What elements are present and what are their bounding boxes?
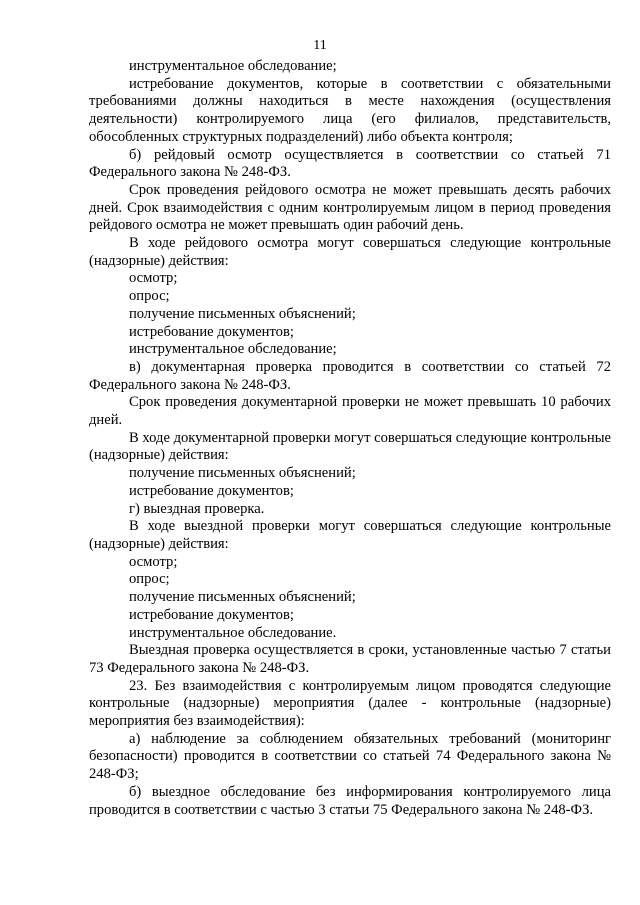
paragraph: В ходе выездной проверки могут совершаться следующие контрольные (надзорные) действия: — [89, 518, 611, 552]
paragraph: Срок проведения документарной проверки не может превышать 10 рабочих дней. — [89, 394, 611, 429]
list-line: инструментальное обследование; — [129, 58, 337, 74]
paragraph: а) наблюдение за соблюдением обязательных требований (мониторинг безопасности) проводится в соответствии со статьей 74 Федерального закона № 248-ФЗ; — [89, 730, 611, 783]
list-line: инструментальное обследование; — [129, 341, 337, 358]
list-line: опрос; — [129, 571, 170, 588]
document-text — [89, 58, 611, 819]
paragraph: б) рейдовый осмотр осуществляется в соответствии со статьей 71 Федерального закона № 248-ФЗ. — [89, 146, 611, 181]
list-line: истребование документов; — [129, 606, 294, 623]
list-line: инструментальное обследование. — [129, 624, 337, 641]
paragraph: В ходе рейдового осмотра могут совершаться следующие контрольные (надзорные) действия: — [89, 235, 611, 269]
list-line: получение письменных объяснений; — [129, 465, 356, 482]
list-line: истребование документов; — [129, 323, 294, 340]
paragraph: В ходе документарной проверки могут совершаться следующие контрольные (надзорные) действия: — [89, 429, 611, 464]
list-line: осмотр; — [129, 553, 178, 570]
paragraph: истребование документов, которые в соответствии с обязательными требованиями должны находиться в месте нахождения (осуществления деятельности) контролируемого лица (его филиалов, представительств, обособленных структурных подразделений) либо объекта контроля; — [89, 75, 611, 145]
list-line: получение письменных объяснений; — [129, 589, 356, 606]
paragraph: Срок проведения рейдового осмотра не может превышать десять рабочих дней. Срок взаимодействия с одним контролируемым лицом в период проведения рейдового осмотра не может превышать один рабочий день. — [89, 181, 611, 234]
list-line: опрос; — [129, 288, 170, 305]
paragraph: в) документарная проверка проводится в соответствии со статьей 72 Федерального закона № 248-ФЗ. — [89, 358, 611, 393]
paragraph: б) выездное обследование без информирования контролируемого лица проводится в соответствии с частью 3 статьи 75 Федерального закона № 248-ФЗ. — [89, 783, 611, 818]
list-line: истребование документов; — [129, 482, 294, 499]
list-line: осмотр; — [129, 270, 178, 287]
paragraph: Выездная проверка осуществляется в сроки, установленные частью 7 статьи 73 Федерального закона № 248-ФЗ. — [89, 642, 611, 676]
page-number: 11 — [313, 38, 327, 53]
paragraph: 23. Без взаимодействия с контролируемым лицом проводятся следующие контрольные (надзорные) мероприятия (далее - контрольные (надзорные) мероприятия без взаимодействия): — [89, 677, 611, 730]
list-line: г) выездная проверка. — [129, 500, 265, 517]
list-line: получение письменных объяснений; — [129, 305, 356, 322]
